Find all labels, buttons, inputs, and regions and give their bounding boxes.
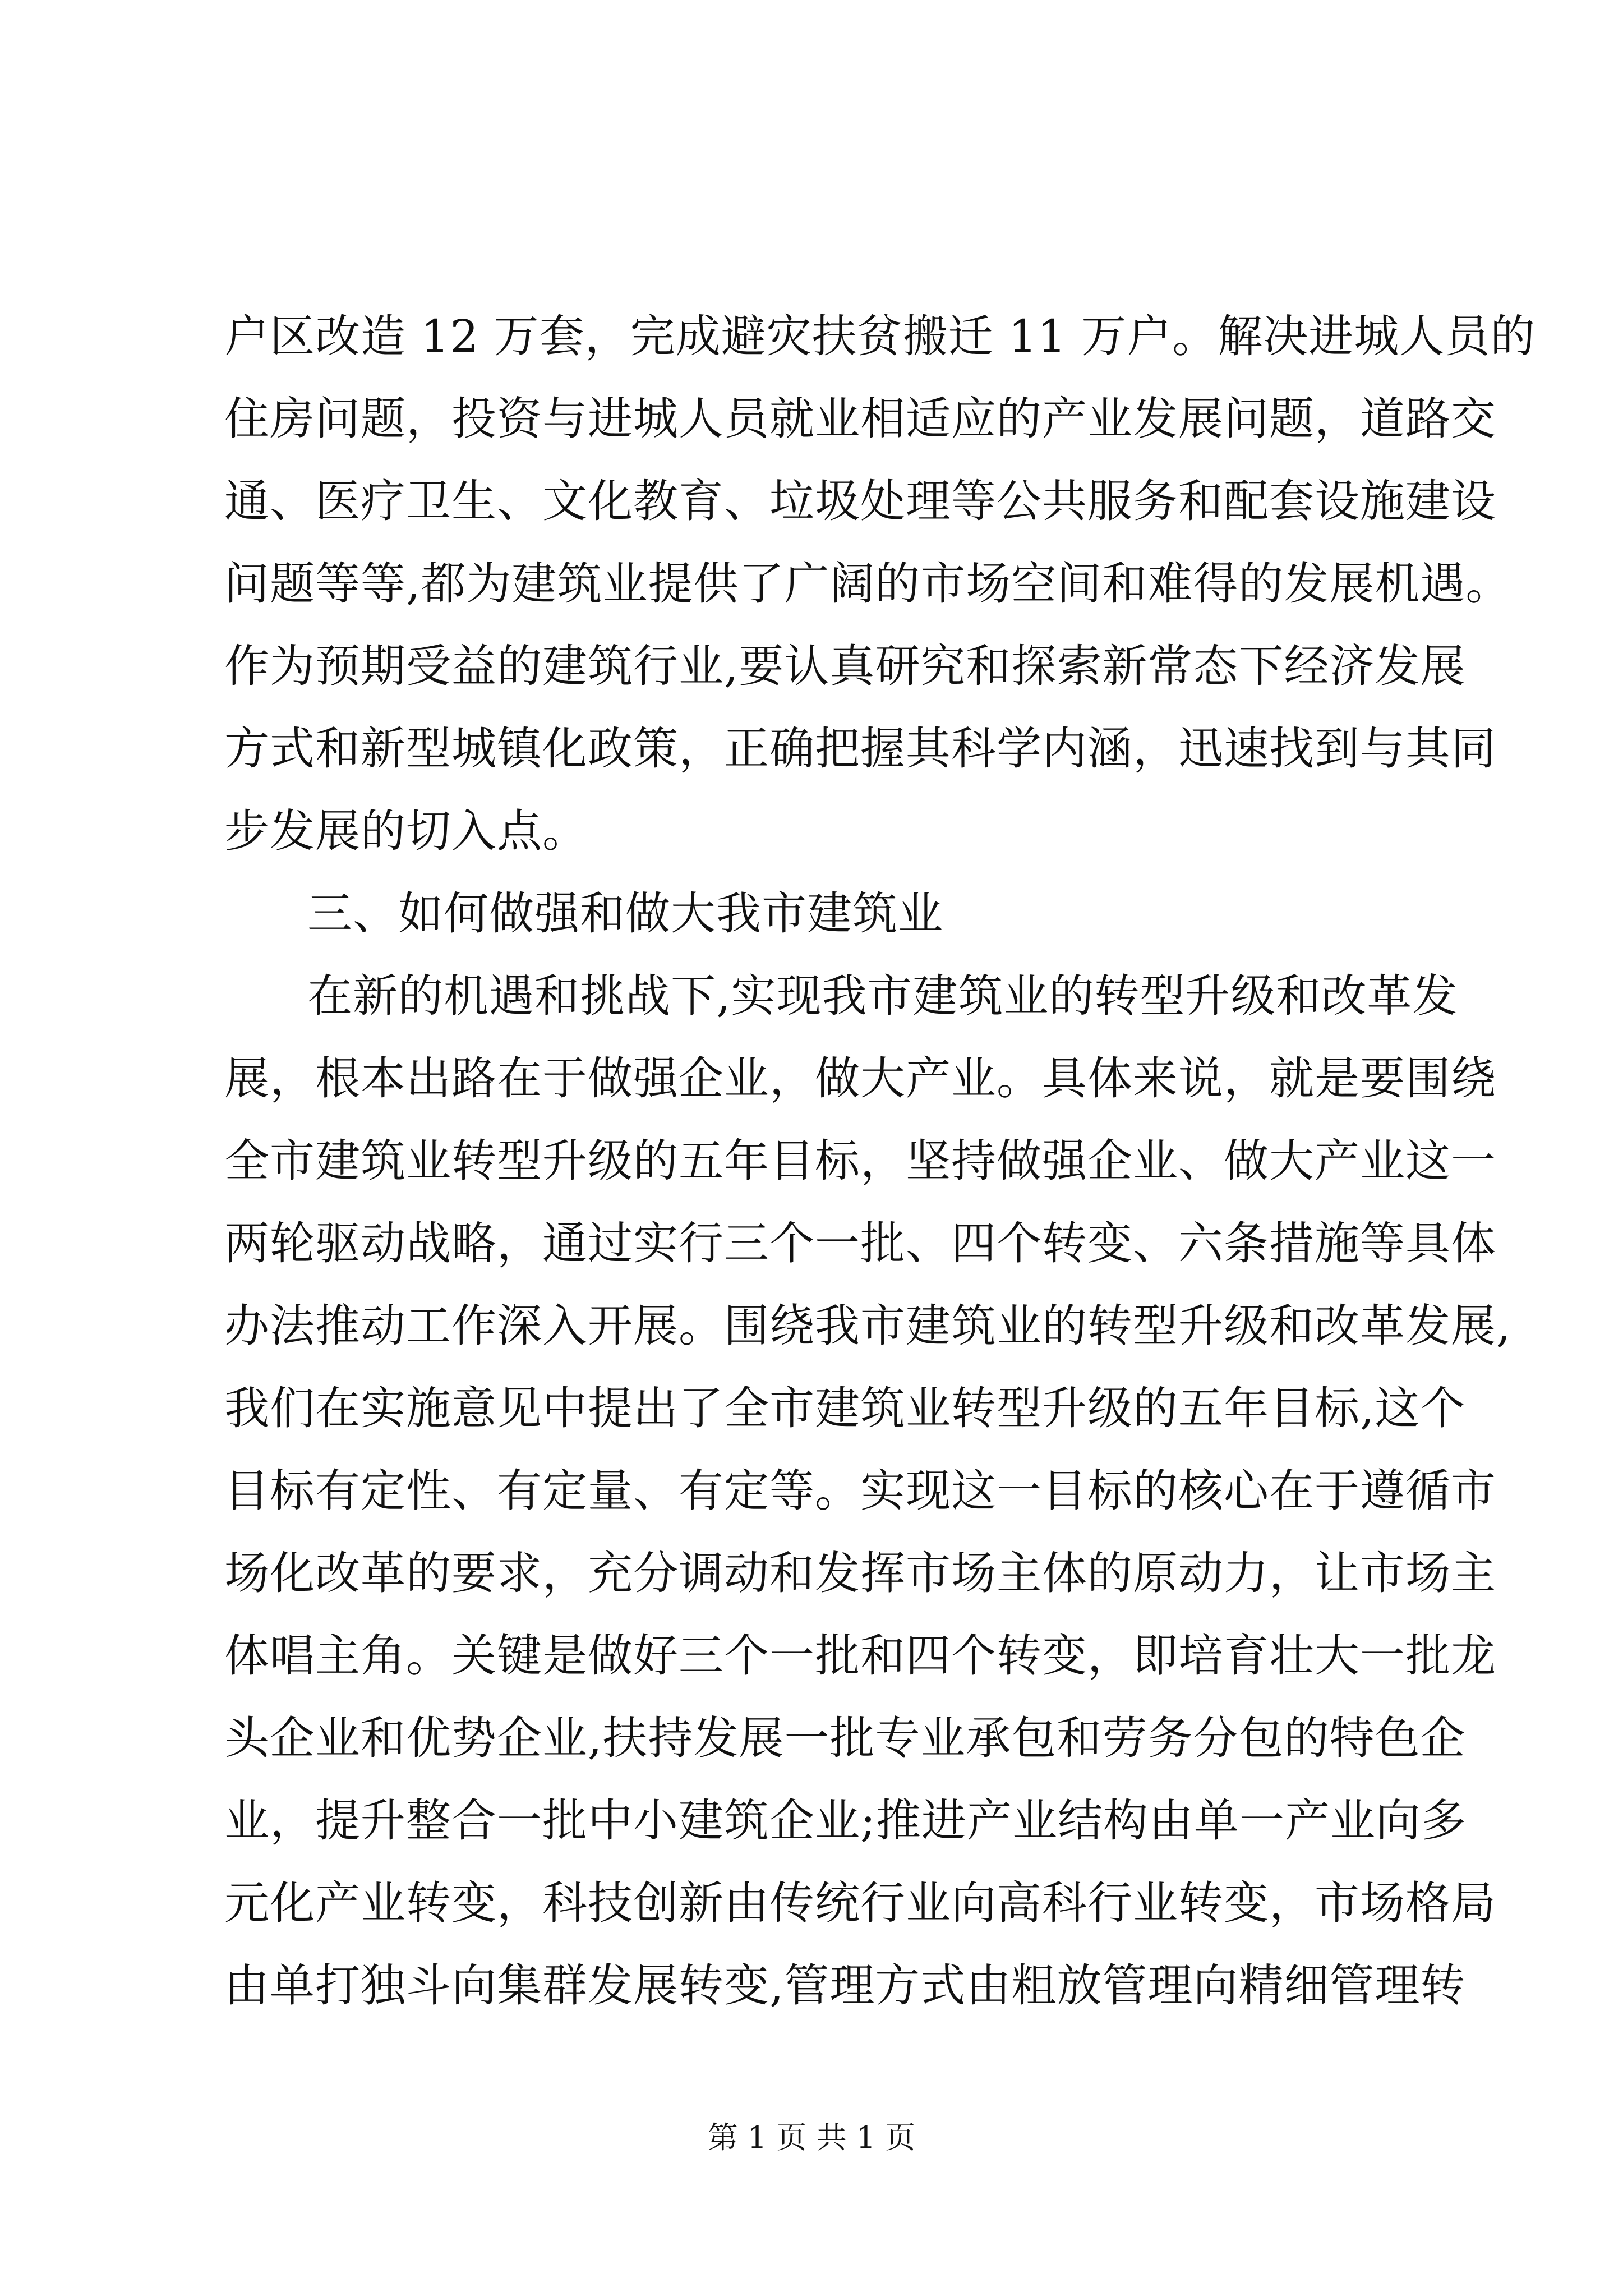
paragraph-line: 场化改革的要求，充分调动和发挥市场主体的原动力，让市场主 — [224, 1547, 1496, 1599]
paragraph-line: 目标有定性、有定量、有定等。实现这一目标的核心在于遵循市 — [224, 1465, 1496, 1517]
paragraph-line: 办法推动工作深入开展。围绕我市建筑业的转型升级和改革发展, — [224, 1300, 1511, 1352]
paragraph-line: 步发展的切入点。 — [224, 805, 588, 857]
document-body — [224, 295, 1536, 2027]
paragraph-line: 头企业和优势企业,扶持发展一批专业承包和劳务分包的特色企 — [224, 1712, 1466, 1764]
page-footer: 第 1 页 共 1 页 — [707, 2120, 916, 2155]
paragraph-line: 全市建筑业转型升级的五年目标，坚持做强企业、做大产业这一 — [224, 1135, 1496, 1187]
paragraph-line: 元化产业转变，科技创新由传统行业向高科行业转变，市场格局 — [224, 1877, 1496, 1929]
paragraph-line: 方式和新型城镇化政策，正确把握其科学内涵，迅速找到与其同 — [224, 723, 1496, 775]
paragraph-line: 展，根本出路在于做强企业，做大产业。具体来说，就是要围绕 — [224, 1052, 1496, 1105]
section-heading: 三、如何做强和做大我市建筑业 — [307, 887, 943, 940]
paragraph-line: 住房问题，投资与进城人员就业相适应的产业发展问题，道路交 — [224, 393, 1496, 445]
paragraph-line: 由单打独斗向集群发展转变,管理方式由粗放管理向精细管理转 — [224, 1959, 1466, 2012]
paragraph-line: 体唱主角。关键是做好三个一批和四个转变，即培育壮大一批龙 — [224, 1630, 1496, 1682]
paragraph-line: 我们在实施意见中提出了全市建筑业转型升级的五年目标,这个 — [224, 1382, 1466, 1434]
paragraph-line: 在新的机遇和挑战下,实现我市建筑业的转型升级和改革发 — [307, 970, 1458, 1022]
paragraph-line: 业，提升整合一批中小建筑企业;推进产业结构由单一产业向多 — [224, 1795, 1467, 1847]
paragraph-line: 作为预期受益的建筑行业,要认真研究和探索新常态下经济发展 — [224, 640, 1466, 692]
paragraph-line: 户区改造 12 万套，完成避灾扶贫搬迁 11 万户。解决进城人员的 — [224, 310, 1536, 362]
paragraph-line: 通、医疗卫生、文化教育、垃圾处理等公共服务和配套设施建设 — [224, 475, 1496, 527]
paragraph-line: 两轮驱动战略，通过实行三个一批、四个转变、六条措施等具体 — [224, 1217, 1496, 1269]
paragraph-line: 问题等等,都为建筑业提供了广阔的市场空间和难得的发展机遇。 — [224, 558, 1511, 610]
